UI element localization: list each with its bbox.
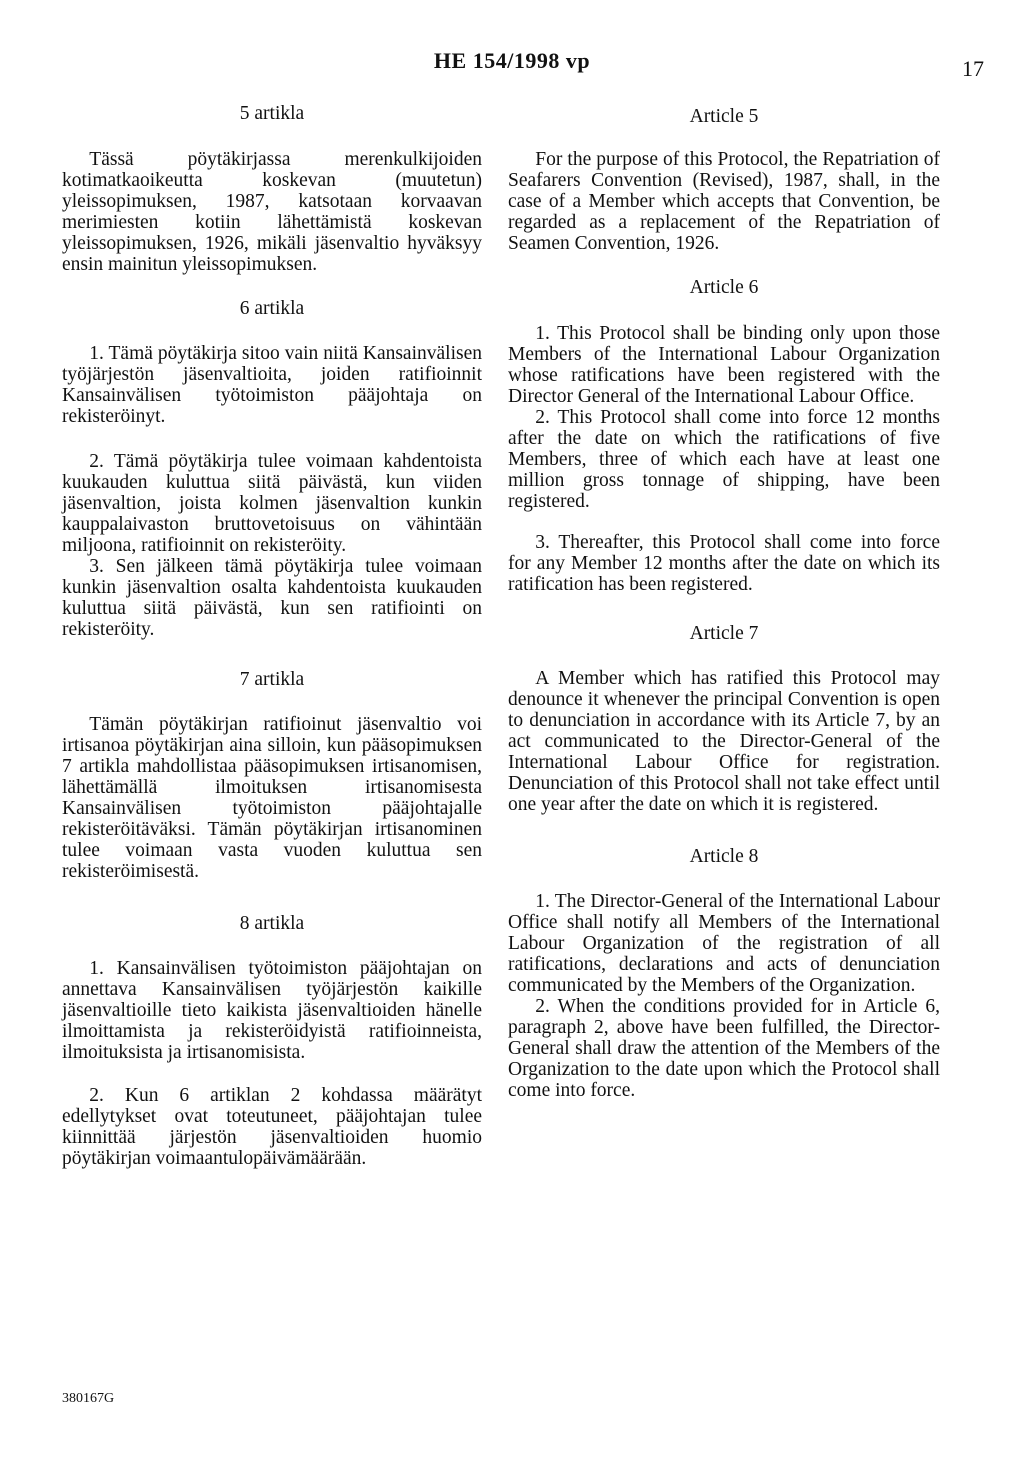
en-article-5-heading: Article 5 (689, 106, 759, 127)
fi-article-8-paragraph-1: 1. Kansainvälisen työtoimiston pääjohtajan on annettava Kansainvälisen työjärjestön kaikille jäsenvaltioille tieto kaikista jäsenvaltioiden hänelle ilmoittamista ja rekisteröidyistä ratifioinneista, ilmoituksista ja irtisanomisista. (62, 958, 482, 1063)
fi-article-6-paragraph-2: 2. Tämä pöytäkirja tulee voimaan kahdentoista kuukauden kuluttua siitä päivästä, kun viiden jäsenvaltion, joista kolmen jäsenvaltion kunkin kauppalaivaston bruttovetoisuus on vähintään miljoona, ratifioinnit on rekisteröity. (62, 451, 482, 556)
page-number: 17 (962, 56, 984, 81)
en-article-6-paragraph-3: 3. Thereafter, this Protocol shall come into force for any Member 12 months after the date on which its ratification has been registered. (508, 532, 940, 595)
fi-article-5-text: Tässä pöytäkirjassa merenkulkijoiden kotimatkaoikeutta koskevan (muutetun) yleissopimuksen, 1987, katsotaan korvaavan merimiesten kotiin lähettämistä koskevan yleissopimuksen, 1926, mikäli jäsenvaltio hyväksyy ensin mainitun yleissopimuksen. (62, 149, 482, 275)
en-article-7-text: A Member which has ratified this Protocol may denounce it whenever the principal Convention is open to denunciation in accordance with its Article 7, by an act communicated to the Director-General of the International Labour Office for registration. Denunciation of this Protocol shall not take effect until one year after the date on which it is registered. (508, 668, 940, 815)
print-code: 380167G (62, 1391, 115, 1406)
en-article-6-heading: Article 6 (689, 277, 759, 298)
fi-article-6-paragraph-3: 3. Sen jälkeen tämä pöytäkirja tulee voimaan kunkin jäsenvaltion osalta kahdentoista kuukauden kuluttua siitä päivästä, kun sen ratifiointi on rekisteröity. (62, 556, 482, 640)
fi-article-5-heading: 5 artikla (239, 103, 305, 124)
fi-article-6-paragraph-1: 1. Tämä pöytäkirja sitoo vain niitä Kansainvälisen työjärjestön jäsenvaltioita, joiden ratifioinnit Kansainvälisen työtoimiston pääjohtaja on rekisteröinyt. (62, 343, 482, 427)
en-article-5-text: For the purpose of this Protocol, the Repatriation of Seafarers Convention (Revised), 1987, shall, in the case of a Member which accepts that Convention, be regarded as a replacement of the Repatriation of Seamen Convention, 1926. (508, 149, 940, 254)
finnish-column (62, 92, 482, 1169)
en-article-8-heading: Article 8 (689, 846, 759, 867)
en-article-8-paragraph-2: 2. When the conditions provided for in Article 6, paragraph 2, above have been fulfilled, the Director-General shall draw the attention of the Members of the Organization to the date upon which the Protocol shall come into force. (508, 996, 940, 1101)
fi-article-8-heading: 8 artikla (239, 913, 305, 934)
document-title: HE 154/1998 vp (433, 48, 591, 73)
en-article-8-paragraph-1: 1. The Director-General of the International Labour Office shall notify all Members of the International Labour Organization of the registration of all ratifications, declarations and acts of denunciation communicated by the Members of the Organization. (508, 891, 940, 996)
en-article-6-paragraph-2: 2. This Protocol shall come into force 12 months after the date on which the ratifications of five Members, three of which each have at least one million gross tonnage of shipping, have been registered. (508, 407, 940, 512)
fi-article-8-paragraph-2: 2. Kun 6 artiklan 2 kohdassa määrätyt edellytykset ovat toteutuneet, pääjohtajan tulee kiinnittää järjestön jäsenvaltioiden huomio pöytäkirjan voimaantulopäivämäärään. (62, 1085, 482, 1169)
fi-article-7-text: Tämän pöytäkirjan ratifioinut jäsenvaltio voi irtisanoa pöytäkirjan aina silloin, kun pääsopimuksen 7 artikla mahdollistaa pääsopimuksen irtisanomisen, lähettämällä ilmoituksen irtisanomisesta Kansainvälisen työtoimiston pääjohtajalle rekisteröitäväksi. Tämän pöytäkirjan irtisanominen tulee voimaan vasta vuoden kuluttua sen rekisteröimisestä. (62, 714, 482, 882)
en-article-6-paragraph-1: 1. This Protocol shall be binding only upon those Members of the International Labour Organization whose ratifications have been registered with the Director General of the International Labour Office. (508, 323, 940, 407)
fi-article-7-heading: 7 artikla (239, 669, 305, 690)
en-article-7-heading: Article 7 (689, 623, 759, 644)
english-column (508, 92, 940, 1101)
fi-article-6-heading: 6 artikla (239, 298, 305, 319)
